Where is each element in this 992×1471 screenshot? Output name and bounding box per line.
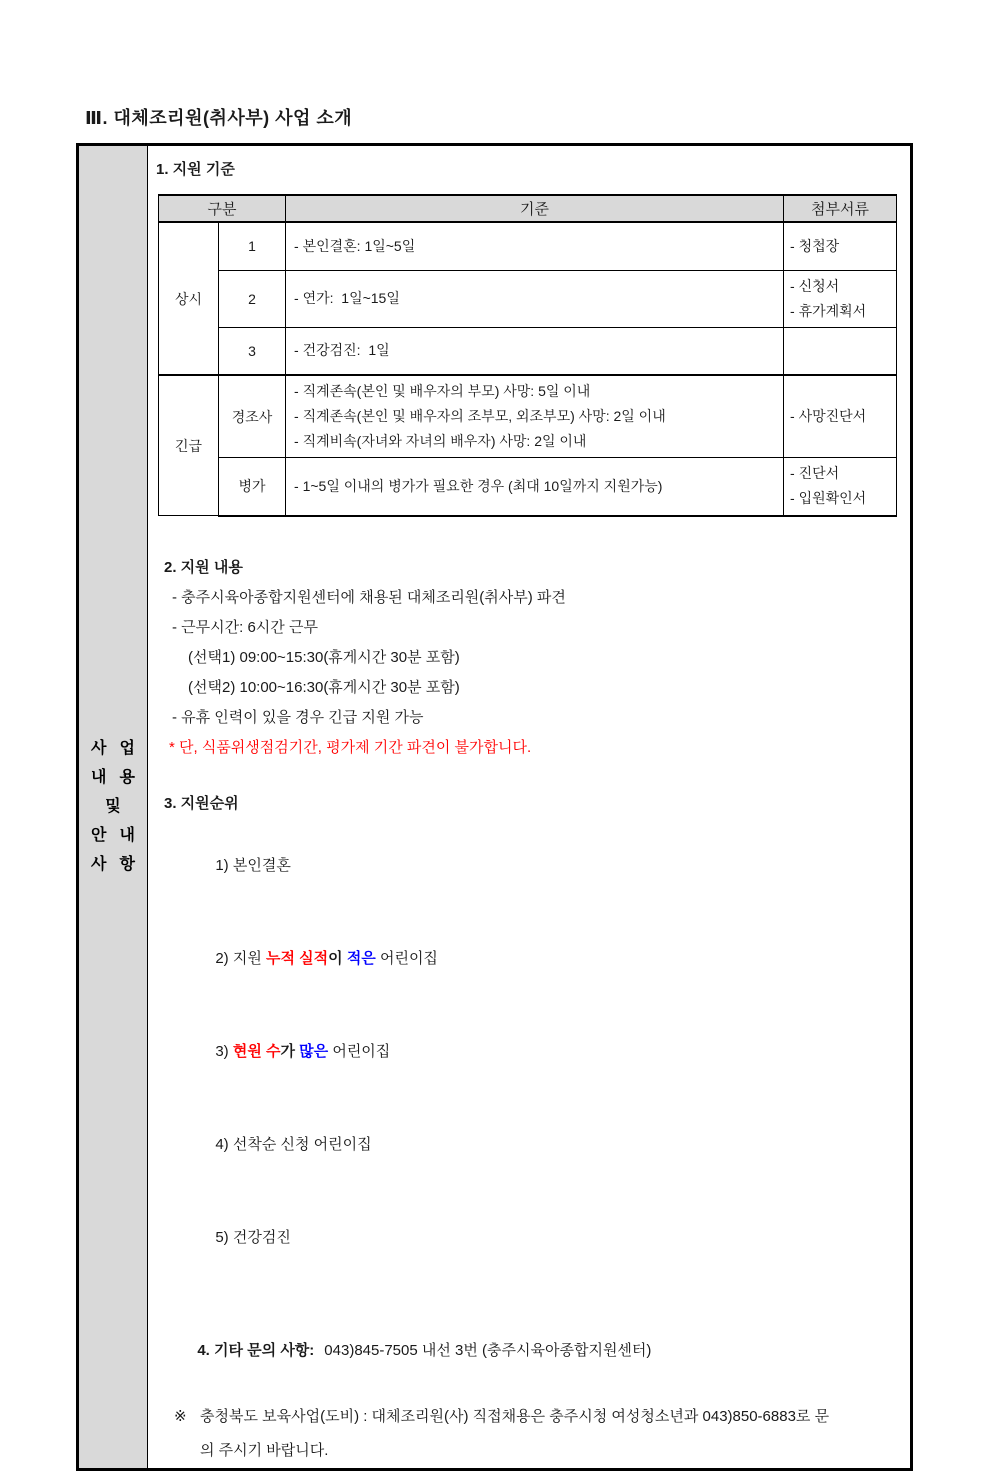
support-item: - 근무시간: 6시간 근무 [172,618,318,636]
section-3 [164,789,898,1284]
sub-category-cell: 1 [219,222,286,270]
sidebar-vertical-label-line: 및 [105,797,121,815]
group-cell-urgent: 긴급 [159,375,219,516]
table-row-annual-leave [159,270,897,327]
group-cell-regular: 상시 [159,222,219,375]
sub-category-cell: 3 [219,327,286,375]
sub-category-cell: 경조사 [219,375,286,458]
support-item: - 유휴 인력이 있을 경우 긴급 지원 가능 [172,708,424,726]
support-item: (선택2) 10:00~16:30(휴게시간 30분 포함) [188,678,460,696]
sidebar-vertical-label-line: 사 항 [91,855,135,873]
col-header-criteria: 기준 [286,195,784,222]
criteria-cell: - 건강검진: 1일 [286,327,784,375]
sidebar-vertical-label-line: 사 업 [91,739,135,757]
sub-category-cell: 2 [219,270,286,327]
province-note-text: 충청북도 보육사업(도비) : 대체조리원(사) 직접채용은 충주시청 여성청소년과 043)850-6883로 문 의 주시기 바랍니다. [200,1407,830,1459]
section-3-heading: 3. 지원순위 [164,794,239,812]
documents-cell: - 신청서 - 휴가계획서 [784,270,897,327]
province-note [174,1400,898,1468]
contact-heading-label: 4. 기타 문의 사항: [197,1341,315,1359]
criteria-cell: - 본인결혼: 1일~5일 [286,222,784,270]
criteria-cell: - 연가: 1일~15일 [286,270,784,327]
sidebar-band [79,146,148,1468]
documents-cell-empty [784,327,897,375]
col-header-category: 구분 [159,195,286,222]
documents-cell: - 진단서 - 입원확인서 [784,458,897,516]
table-row-family-event [159,375,897,458]
sub-category-cell: 병가 [219,458,286,516]
section-2-heading: 2. 지원 내용 [164,558,243,576]
priority-item: 1) 본인결혼 [215,856,291,874]
criteria-table [158,194,897,517]
page-title: Ⅲ. 대체조리원(취사부) 사업 소개 [85,108,353,128]
table-row-sick-leave [159,458,897,516]
reference-mark: ※ [174,1407,187,1425]
content-panel [148,146,910,1468]
sidebar-vertical-label-line: 내 용 [91,768,135,786]
priority-item: 3) 현원 수가 많은 어린이집 [215,1042,391,1060]
table-header-row [159,195,897,222]
col-header-documents: 첨부서류 [784,195,897,222]
section-2 [164,553,898,763]
support-item: (선택1) 09:00~15:30(휴게시간 30분 포함) [188,648,460,666]
criteria-cell: - 직계존속(본인 및 배우자의 부모) 사망: 5일 이내 - 직계존속(본인 및 배우자의 조부모, 외조부모) 사망: 2일 이내 - 직계비속(자녀와 자녀의 배우자) 사망: 2일 이내 [286,375,784,458]
section-4-heading [164,1306,898,1396]
priority-item: 4) 선착순 신청 어린이집 [215,1135,372,1153]
section-4 [164,1306,898,1468]
table-row-marriage [159,222,897,270]
criteria-cell: - 1~5일 이내의 병가가 필요한 경우 (최대 10일까지 지원가능) [286,458,784,516]
priority-item: 5) 건강검진 [215,1228,291,1246]
documents-cell: - 청첩장 [784,222,897,270]
sidebar-vertical-label-line: 안 내 [91,826,135,844]
table-row-health-check [159,327,897,375]
support-item: - 충주시육아종합지원센터에 채용된 대체조리원(취사부) 파견 [172,588,566,606]
section-1-heading: 1. 지원 기준 [156,161,235,178]
contact-info: 043)845-7505 내선 3번 (충주시육아종합지원센터) [324,1341,652,1359]
priority-item: 2) 지원 누적 실적이 적은 어린이집 [215,949,438,967]
restriction-note: * 단, 식품위생점검기간, 평가제 기간 파견이 불가합니다. [169,738,532,756]
documents-cell: - 사망진단서 [784,375,897,458]
info-box [76,143,913,1471]
